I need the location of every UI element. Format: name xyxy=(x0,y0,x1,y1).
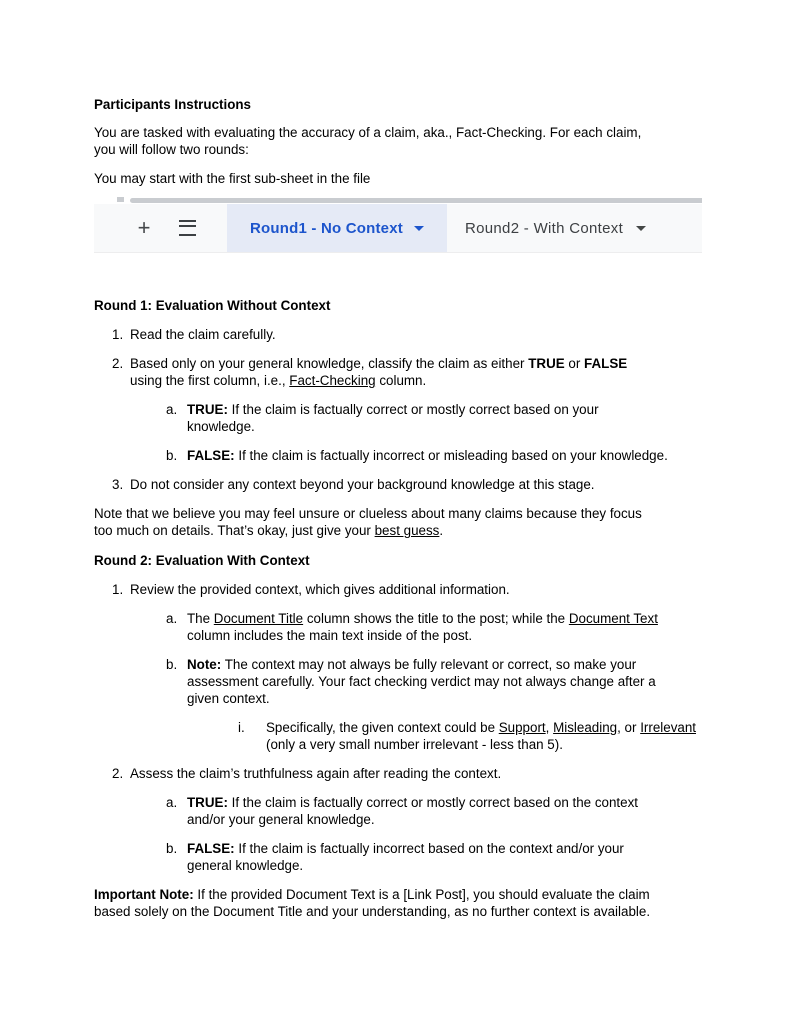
important-note-paragraph: Important Note: If the provided Document Text is a [Link Post], you should evaluate the claim based solely on the Document Title and your understanding, as no further context is available. xyxy=(94,887,651,919)
list-marker: 1. xyxy=(112,327,124,342)
tab-round2-label: Round2 - With Context xyxy=(465,219,624,237)
list-item: a. TRUE: If the claim is factually correct or mostly correct based on your knowledge. xyxy=(166,402,599,434)
sheet-tabs-screenshot xyxy=(94,197,702,253)
list-marker: a. xyxy=(166,402,178,417)
list-item: i. Specifically, the given context could be Support, Misleading, or Irrelevant (only a very small number irrelevant - less than 5). xyxy=(238,720,697,752)
list-marker: i. xyxy=(238,720,245,735)
intro-paragraph: You are tasked with evaluating the accuracy of a claim, aka., Fact-Checking. For each claim, you will follow two rounds: xyxy=(94,125,642,157)
list-marker: 2. xyxy=(112,766,124,781)
page-title: Participants Instructions xyxy=(94,97,251,112)
hamburger-menu-icon xyxy=(179,220,196,236)
list-marker: b. xyxy=(166,841,178,856)
scrollbar-notch xyxy=(117,197,124,202)
list-marker: b. xyxy=(166,657,178,672)
list-marker: a. xyxy=(166,795,178,810)
start-paragraph: You may start with the first sub-sheet in the file xyxy=(94,171,371,186)
list-marker: a. xyxy=(166,611,178,626)
chevron-down-icon[interactable] xyxy=(414,226,424,231)
round2-heading: Round 2: Evaluation With Context xyxy=(94,553,310,568)
list-item: a. The Document Title column shows the title to the post; while the Document Text column includes the main text inside of the post. xyxy=(166,611,658,643)
list-marker: b. xyxy=(166,448,178,463)
list-item: b. FALSE: If the claim is factually incorrect based on the context and/or your general knowledge. xyxy=(166,841,624,873)
round1-heading: Round 1: Evaluation Without Context xyxy=(94,298,331,313)
list-item: 3. Do not consider any context beyond your background knowledge at this stage. xyxy=(112,477,595,492)
list-marker: 1. xyxy=(112,582,124,597)
tab-round2-with-context[interactable] xyxy=(447,204,660,252)
add-sheet-button[interactable]: + xyxy=(137,215,151,240)
tab-round1-no-context[interactable] xyxy=(227,204,447,252)
list-item: 2. Assess the claim’s truthfulness again after reading the context. xyxy=(112,766,502,781)
tab-round1-label: Round1 - No Context xyxy=(250,219,403,237)
list-item: 1. Read the claim carefully. xyxy=(112,327,276,342)
list-item: 2. Based only on your general knowledge, classify the claim as either TRUE or FALSE using the first column, i.e., Fact-Checking column. xyxy=(112,356,628,388)
chevron-down-icon[interactable] xyxy=(636,226,646,231)
note-paragraph: Note that we believe you may feel unsure or clueless about many claims because they focus too much on details. That’s okay, just give your best guess. xyxy=(94,506,642,538)
list-item: b. FALSE: If the claim is factually incorrect or misleading based on your knowledge. xyxy=(166,448,668,463)
sheet-scrollbar-area xyxy=(94,197,702,204)
document-body xyxy=(94,96,740,932)
list-item: 1. Review the provided context, which gives additional information. xyxy=(112,582,510,597)
horizontal-scrollbar[interactable] xyxy=(130,198,702,203)
list-item: a. TRUE: If the claim is factually correct or mostly correct based on the context and/or your general knowledge. xyxy=(166,795,638,827)
all-sheets-menu-button[interactable] xyxy=(178,220,196,236)
list-marker: 2. xyxy=(112,356,124,371)
list-marker: 3. xyxy=(112,477,124,492)
list-item: b. Note: The context may not always be fully relevant or correct, so make your assessment carefully. Your fact checking verdict may not always change after a given context. xyxy=(166,657,656,706)
sheet-tab-bar xyxy=(94,204,702,253)
